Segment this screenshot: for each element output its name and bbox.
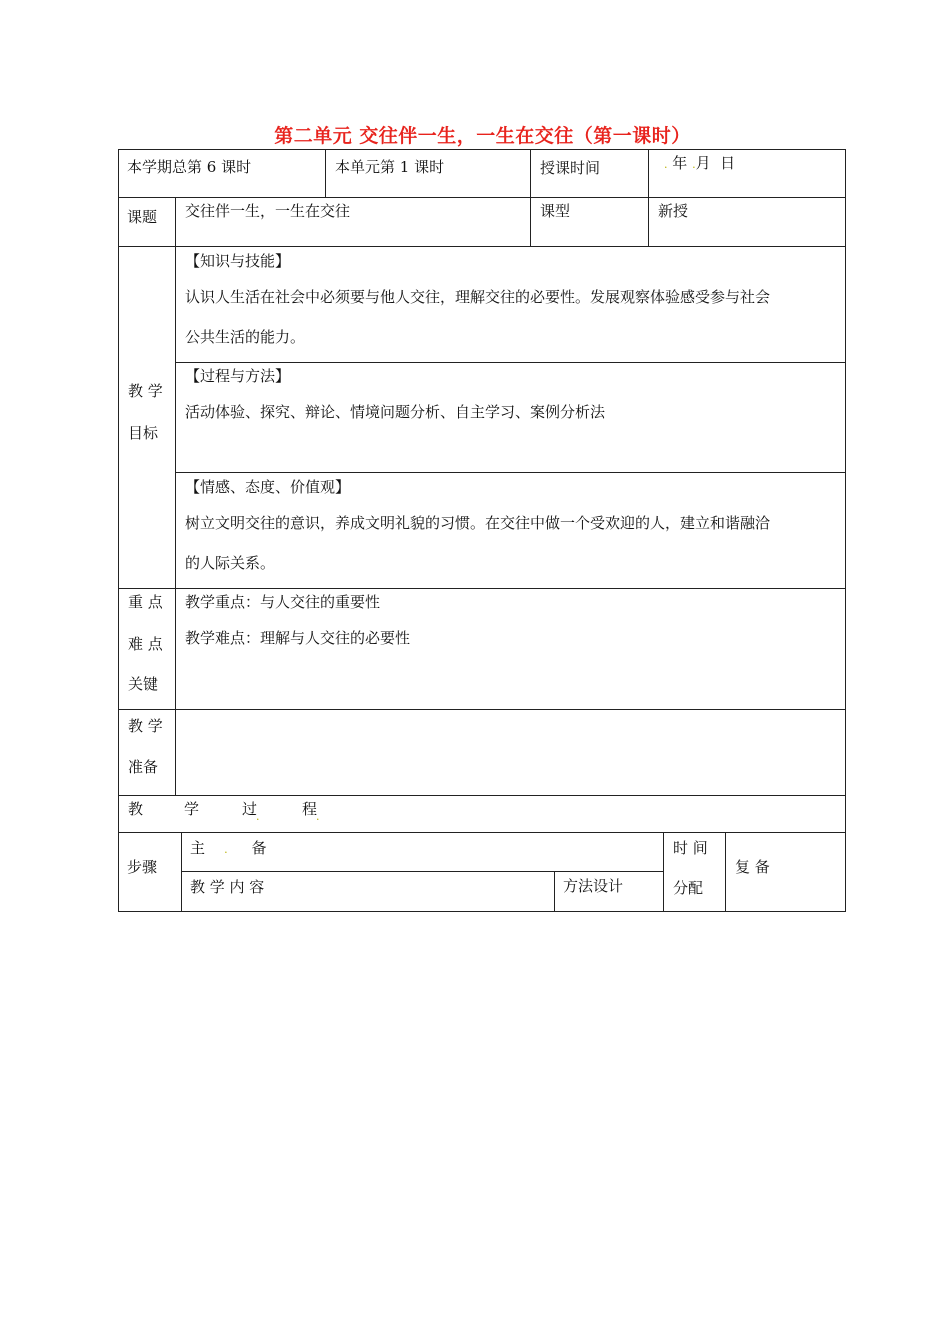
prep-label: 教 学 [128,717,163,735]
emotion-text: 树立文明交往的意识，养成文明礼貌的习惯。在交往中做一个受欢迎的人，建立和谐融洽 [185,514,771,532]
objectives-label: 目标 [128,424,159,442]
date-year: 年 [672,154,688,172]
main-prep-label [190,839,266,859]
knowledge-header: 【知识与技能】 [185,252,291,270]
date-field [664,154,735,174]
knowledge-text: 认识人生活在社会中必须要与他人交往，理解交往的必要性。发展观察体验感受参与社会 [185,288,771,306]
row-divider [118,795,846,796]
keypoints-label: 关键 [128,675,159,693]
steps-label: 步骤 [127,858,158,876]
col-divider [648,149,649,246]
time-allocation-label: 时 间 [673,839,708,857]
marker-dot: . [256,810,260,823]
lesson-type-value: 新授 [658,202,689,220]
main-prep-char: 主 [190,839,206,857]
col-divider [530,149,531,246]
class-time-label: 授课时间 [540,159,601,177]
keypoints-label: 重 点 [128,593,163,611]
process-heading-char: 教 [128,800,144,818]
keypoints-label: 难 点 [128,635,163,653]
topic-value: 交往伴一生，一生在交往 [185,202,351,220]
document-title: 第二单元 交往伴一生，一生在交往（第一课时） [274,125,691,147]
prep-label: 准备 [128,758,159,776]
method-label: 方法设计 [563,877,624,895]
marker-dot: . [664,158,668,171]
col-divider [181,832,182,912]
row-divider [175,362,846,363]
knowledge-text [185,328,305,346]
main-prep-char: 备 [251,839,267,857]
col-divider [554,871,555,912]
process-header: 【过程与方法】 [185,367,291,385]
row-divider [118,197,846,198]
review-label: 复 备 [735,858,770,876]
row-divider [118,246,846,247]
marker-dot: . [692,158,696,171]
teaching-difficulty: 教学难点：理解与人交往的必要性 [185,629,411,647]
process-heading-char: 过 [242,800,258,818]
col-divider [725,832,726,912]
knowledge-text-line: 公共生活的能力。 [185,328,306,346]
col-divider [663,832,664,912]
date-day: 日 [720,154,736,172]
content-label: 教 学 内 容 [190,878,265,896]
emotion-text: 的人际关系。 [185,554,276,572]
process-heading-char: 学 [184,800,200,818]
col-divider [325,149,326,197]
marker-dot: . [224,843,228,856]
marker-dot: . [316,810,320,823]
date-month: 月 [695,154,711,172]
time-allocation-label: 分配 [673,879,704,897]
teaching-focus: 教学重点：与人交往的重要性 [185,593,381,611]
emotion-header: 【情感、态度、价值观】 [185,478,351,496]
col-divider [175,197,176,795]
objectives-label: 教 学 [128,382,163,400]
row-divider [181,871,663,872]
lesson-type-label: 课型 [540,202,571,220]
total-period-cell: 本学期总第 6 课时 [127,158,252,176]
row-divider [118,709,846,710]
row-divider [175,472,846,473]
process-heading-char: 程 [302,800,318,818]
unit-period-cell: 本单元第 1 课时 [335,158,445,176]
process-text: 活动体验、探究、辩论、情境问题分析、自主学习、案例分析法 [185,403,606,421]
row-divider [118,832,846,833]
row-divider [118,588,846,589]
topic-label: 课题 [127,208,158,226]
